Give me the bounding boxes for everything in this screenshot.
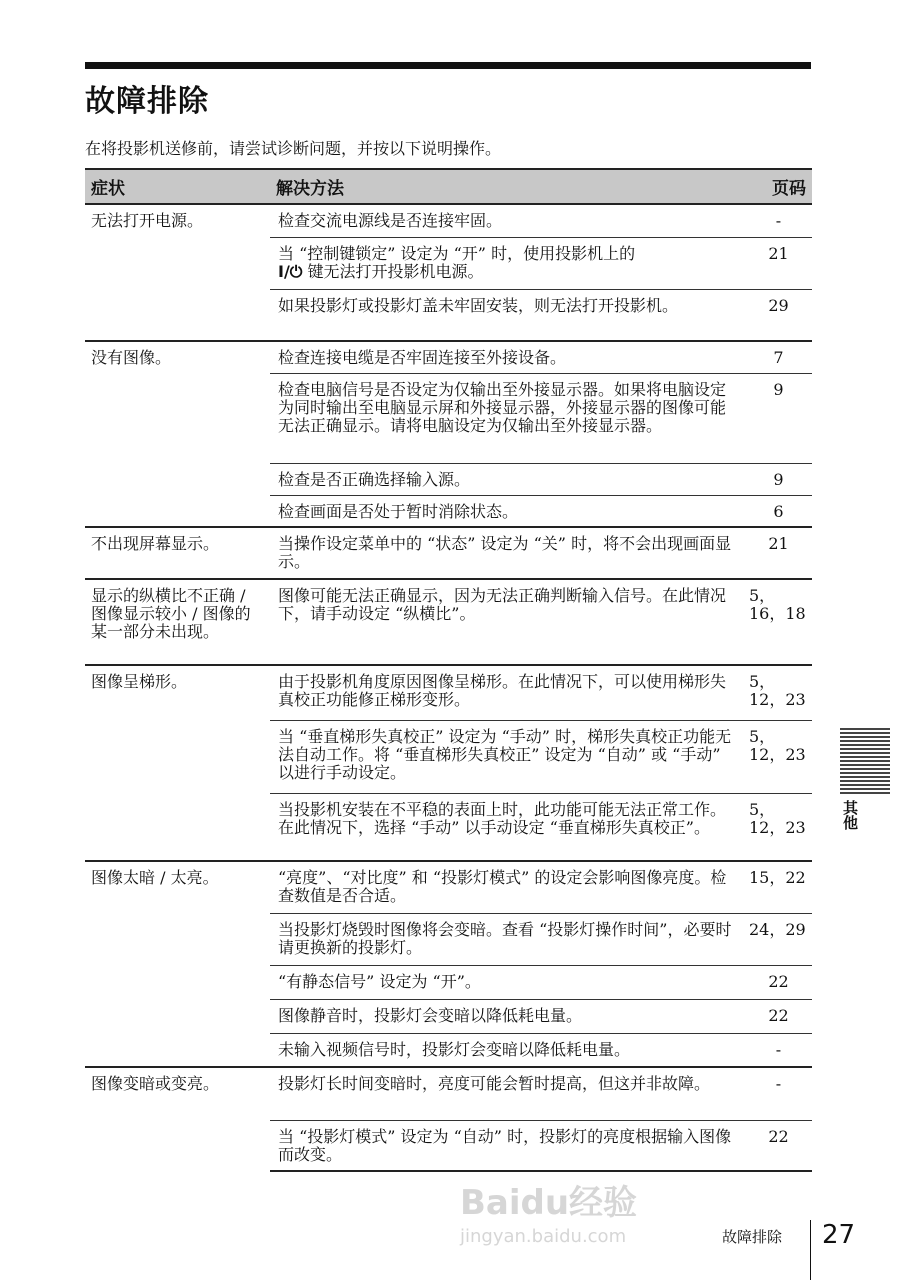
solution-cell: 图像静音时，投影灯会变暗以降低耗电量。 xyxy=(270,999,745,1033)
page-cell: 21 xyxy=(745,237,812,289)
page-number: 27 xyxy=(822,1220,856,1250)
page-cell: 5，16，18 xyxy=(745,579,812,665)
troubleshooting-table xyxy=(85,168,812,1172)
solution-cell: 未输入视频信号时，投影灯会变暗以降低耗电量。 xyxy=(270,1033,745,1067)
solution-cell: 图像可能无法正确显示，因为无法正确判断输入信号。在此情况下，请手动设定 “纵横比”。 xyxy=(270,579,745,665)
page-cell: 22 xyxy=(745,965,812,999)
symptom-cell: 无法打开电源。 xyxy=(85,204,270,341)
solution-text: 键无法打开投影机电源。 xyxy=(307,261,484,281)
intro-text: 在将投影机送修前，请尝试诊断问题，并按以下说明操作。 xyxy=(85,139,502,158)
watermark-url: jingyan.baidu.com xyxy=(460,1226,627,1247)
page-cell: 6 xyxy=(745,495,812,527)
title-rule xyxy=(85,62,811,69)
solution-cell: 当 “垂直梯形失真校正” 设定为 “手动” 时，梯形失真校正功能无法自动工作。将 “垂直梯形失真校正” 设定为 “自动” 或 “手动” 以进行手动设定。 xyxy=(270,720,745,793)
page-cell: - xyxy=(745,1033,812,1067)
solution-cell: 投影灯长时间变暗时，亮度可能会暂时提高，但这并非故障。 xyxy=(270,1067,745,1120)
table-row xyxy=(85,579,812,665)
page-cell: 22 xyxy=(745,999,812,1033)
symptom-cell: 显示的纵横比不正确 / 图像显示较小 / 图像的某一部分未出现。 xyxy=(85,579,270,665)
symptom-cell: 图像变暗或变亮。 xyxy=(85,1067,270,1171)
solution-text: 当 “控制键锁定” 设定为 “开” 时，使用投影机上的 xyxy=(278,243,636,263)
page-cell: 15，22 xyxy=(745,861,812,913)
page-cell: 21 xyxy=(745,527,812,579)
solution-cell: 如果投影灯或投影灯盖未牢固安装，则无法打开投影机。 xyxy=(270,289,745,341)
solution-cell: 检查交流电源线是否连接牢固。 xyxy=(270,204,745,237)
page-title: 故障排除 xyxy=(85,84,209,119)
solution-cell: “有静态信号” 设定为 “开”。 xyxy=(270,965,745,999)
page-cell: 5，12，23 xyxy=(745,665,812,720)
page-cell: 24，29 xyxy=(745,913,812,965)
solution-cell xyxy=(270,237,745,289)
symptom-cell: 图像呈梯形。 xyxy=(85,665,270,861)
solution-cell: “亮度”、“对比度” 和 “投影灯模式” 的设定会影响图像亮度。检查数值是否合适。 xyxy=(270,861,745,913)
footer-section: 故障排除 xyxy=(722,1228,783,1246)
page-cell: 9 xyxy=(745,373,812,463)
symptom-cell: 图像太暗 / 太亮。 xyxy=(85,861,270,1067)
section-tab-label: 其他 xyxy=(841,800,859,830)
solution-cell: 当 “投影灯模式” 设定为 “自动” 时，投影灯的亮度根据输入图像而改变。 xyxy=(270,1120,745,1171)
power-icon: I/⏻ xyxy=(278,261,303,281)
solution-cell: 由于投影机角度原因图像呈梯形。在此情况下，可以使用梯形失真校正功能修正梯形变形。 xyxy=(270,665,745,720)
table-row xyxy=(85,341,812,373)
symptom-cell: 没有图像。 xyxy=(85,341,270,527)
table-row xyxy=(85,665,812,720)
page-cell: 22 xyxy=(745,1120,812,1171)
solution-cell: 当投影灯烧毁时图像将会变暗。查看 “投影灯操作时间”，必要时请更换新的投影灯。 xyxy=(270,913,745,965)
table-row xyxy=(85,861,812,913)
page-cell: 5，12，23 xyxy=(745,793,812,861)
page-cell: - xyxy=(745,204,812,237)
solution-cell: 当操作设定菜单中的 “状态” 设定为 “关” 时，将不会出现画面显示。 xyxy=(270,527,745,579)
header-symptom: 症状 xyxy=(85,169,270,204)
page-cell: 29 xyxy=(745,289,812,341)
table-row xyxy=(85,204,812,237)
page-cell: 7 xyxy=(745,341,812,373)
symptom-cell: 不出现屏幕显示。 xyxy=(85,527,270,579)
table-header xyxy=(85,169,812,204)
watermark-logo: Baidu经验 xyxy=(460,1183,638,1223)
footer-divider xyxy=(810,1220,811,1280)
solution-cell: 当投影机安装在不平稳的表面上时，此功能可能无法正常工作。在此情况下，选择 “手动” 以手动设定 “垂直梯形失真校正”。 xyxy=(270,793,745,861)
page-cell: 9 xyxy=(745,463,812,495)
table-row xyxy=(85,527,812,579)
section-tab-lines xyxy=(840,728,890,796)
solution-cell: 检查电脑信号是否设定为仅输出至外接显示器。如果将电脑设定为同时输出至电脑显示屏和外接显示器，外接显示器的图像可能无法正确显示。请将电脑设定为仅输出至外接显示器。 xyxy=(270,373,745,463)
solution-cell: 检查连接电缆是否牢固连接至外接设备。 xyxy=(270,341,745,373)
page-cell: 5，12，23 xyxy=(745,720,812,793)
table-row xyxy=(85,1067,812,1120)
page-cell: - xyxy=(745,1067,812,1120)
solution-cell: 检查是否正确选择输入源。 xyxy=(270,463,745,495)
header-solution: 解决方法 xyxy=(270,169,745,204)
solution-cell: 检查画面是否处于暂时消除状态。 xyxy=(270,495,745,527)
header-page: 页码 xyxy=(745,169,812,204)
